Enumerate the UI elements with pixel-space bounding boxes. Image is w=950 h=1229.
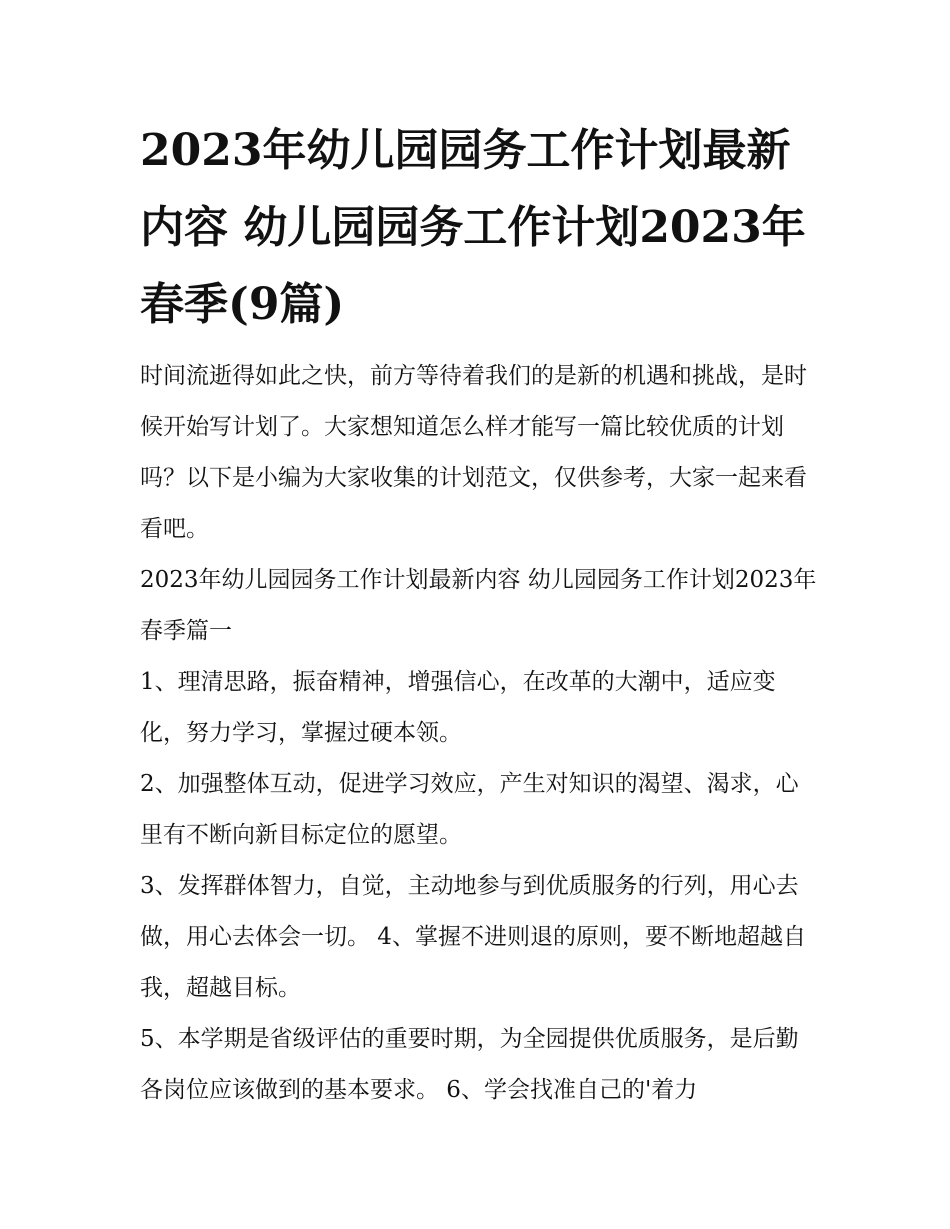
list-item-1: 1、理清思路，振奋精神，增强信心，在改革的大潮中，适应变化，努力学习，掌握过硬本领。 [140, 669, 776, 746]
document-page [140, 112, 820, 1116]
list-item-3-4: 3、发挥群体智力，自觉，主动地参与到优质服务的行列，用心去做，用心去体会一切。 4、掌握不进则退的原则，要不断地超越自我，超越目标。 [140, 873, 806, 1001]
document-title: 2023年幼儿园园务工作计划最新内容 幼儿园园务工作计划2023年春季(9篇) [140, 125, 806, 330]
section-heading: 2023年幼儿园园务工作计划最新内容 幼儿园园务工作计划2023年春季篇一 [140, 567, 817, 644]
list-item-5-6: 5、本学期是省级评估的重要时期，为全园提供优质服务，是后勤各岗位应该做到的基本要求。 6、学会找准自己的'着力 [140, 1026, 799, 1103]
list-item-2: 2、加强整体互动，促进学习效应，产生对知识的渴望、渴求，心里有不断向新目标定位的愿望。 [140, 771, 799, 848]
intro-paragraph: 时间流逝得如此之快，前方等待着我们的是新的机遇和挑战，是时候开始写计划了。大家想知道怎么样才能写一篇比较优质的计划吗？以下是小编为大家收集的计划范文，仅供参考，大家一起来看看吧。 [140, 363, 807, 542]
